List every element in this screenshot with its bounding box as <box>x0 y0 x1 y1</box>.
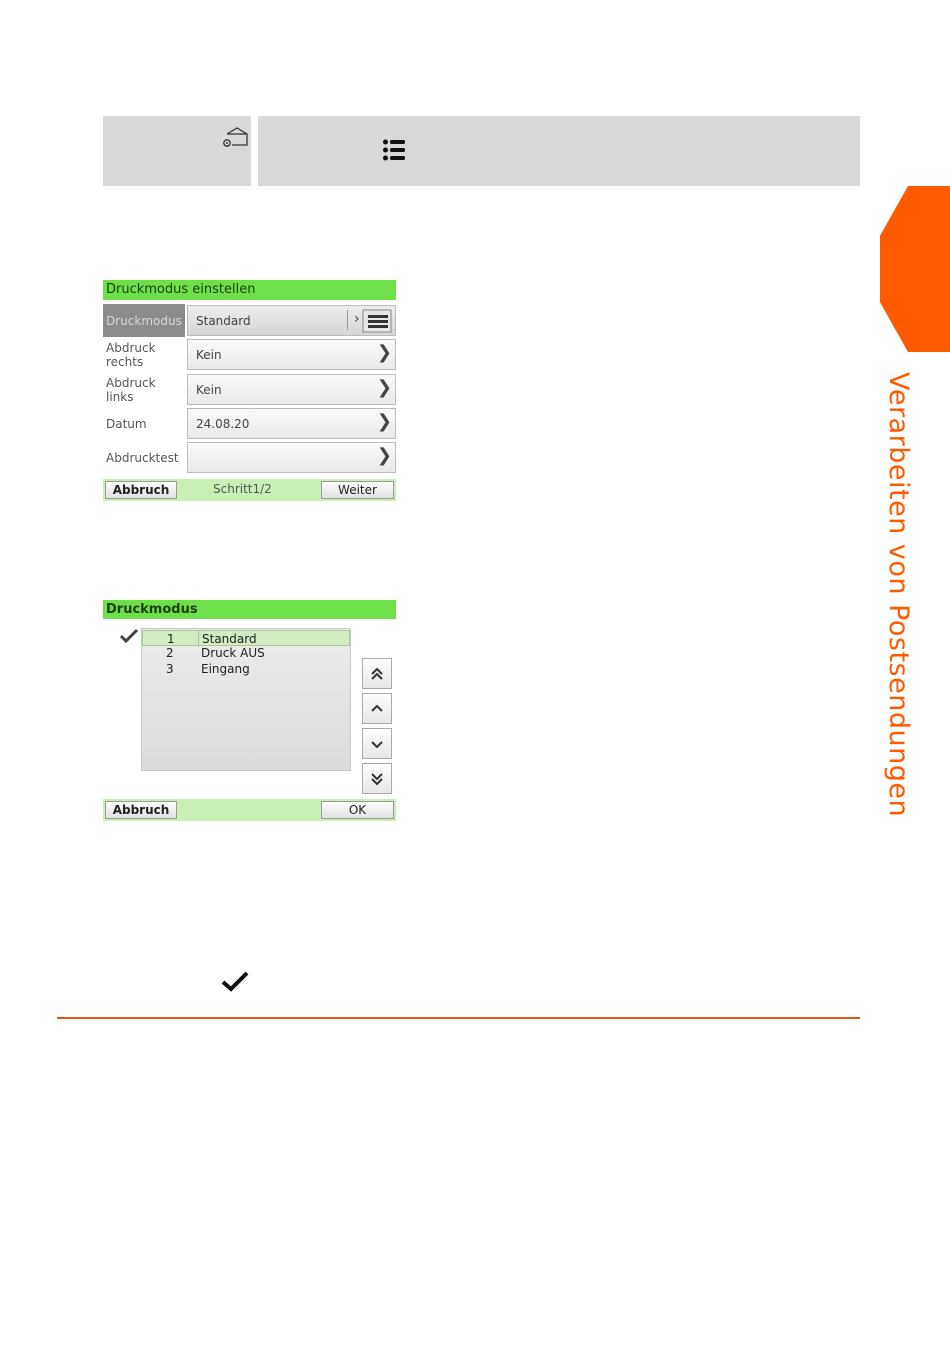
section-divider <box>57 1017 860 1019</box>
double-up-icon <box>369 666 385 682</box>
item-number: 2 <box>166 646 174 660</box>
divider <box>347 310 348 330</box>
down-icon <box>369 736 385 752</box>
date-field[interactable] <box>187 408 396 439</box>
print-test-field[interactable] <box>187 442 396 473</box>
chevron-right-icon: ❯ <box>376 377 392 398</box>
list-item[interactable] <box>142 645 350 661</box>
item-number: 1 <box>167 632 175 646</box>
scroll-down-button[interactable] <box>362 728 392 759</box>
field-value: Kein <box>196 347 222 362</box>
field-value: 24.08.20 <box>196 416 250 431</box>
screen-footer <box>103 479 396 501</box>
selected-checkmark-icon <box>119 628 139 644</box>
screen-footer <box>103 799 396 821</box>
item-label: Eingang <box>201 662 250 676</box>
item-label: Standard <box>202 632 257 646</box>
row-label: Abdrucktest <box>106 450 179 465</box>
print-mode-list-screen <box>103 600 396 821</box>
chapter-tab <box>880 186 950 352</box>
item-label: Druck AUS <box>201 646 265 660</box>
chevron-right-icon: ❯ <box>376 445 392 466</box>
row-label: Datum <box>106 416 147 431</box>
chevron-right-icon: ❯ <box>376 411 392 432</box>
field-value: Kein <box>196 382 222 397</box>
next-button[interactable]: Weiter <box>321 481 394 499</box>
double-down-icon <box>369 771 385 787</box>
field-value: Standard <box>196 313 251 328</box>
step-indicator: Schritt1/2 <box>213 482 272 496</box>
screen-title: Druckmodus einstellen <box>103 280 396 300</box>
row-label: Abdruck links <box>106 375 156 404</box>
print-right-field[interactable] <box>187 339 396 370</box>
scroll-bottom-button[interactable] <box>362 763 392 794</box>
screen-title: Druckmodus <box>103 600 396 619</box>
item-number: 3 <box>166 662 174 676</box>
up-icon <box>369 701 385 717</box>
envelope-gear-icon <box>220 126 250 150</box>
list-item[interactable] <box>142 661 350 677</box>
print-mode-list[interactable] <box>141 628 351 771</box>
chevron-right-icon: ❯ <box>376 342 392 363</box>
list-menu-icon[interactable] <box>382 138 406 162</box>
print-left-field[interactable] <box>187 374 396 405</box>
scroll-top-button[interactable] <box>362 658 392 689</box>
list-item[interactable] <box>142 630 350 646</box>
row-print-mode[interactable] <box>103 304 396 337</box>
row-print-test[interactable] <box>103 441 396 474</box>
table-cell-right <box>258 116 860 186</box>
row-label: Abdruck rechts <box>106 340 156 369</box>
ok-button[interactable]: OK <box>321 801 394 819</box>
row-print-left[interactable] <box>103 373 396 406</box>
scroll-up-button[interactable] <box>362 693 392 724</box>
row-print-right[interactable] <box>103 338 396 371</box>
row-date[interactable] <box>103 407 396 440</box>
chapter-title: Verarbeiten von Postsendungen <box>883 372 914 818</box>
row-label: Druckmodus <box>103 304 185 337</box>
list-icon[interactable] <box>362 309 392 333</box>
cancel-button[interactable]: Abbruch <box>105 481 177 499</box>
checkmark-icon <box>220 970 250 994</box>
chevron-right-icon: › <box>354 311 360 327</box>
cancel-button[interactable]: Abbruch <box>105 801 177 819</box>
print-mode-settings-screen <box>103 280 396 501</box>
